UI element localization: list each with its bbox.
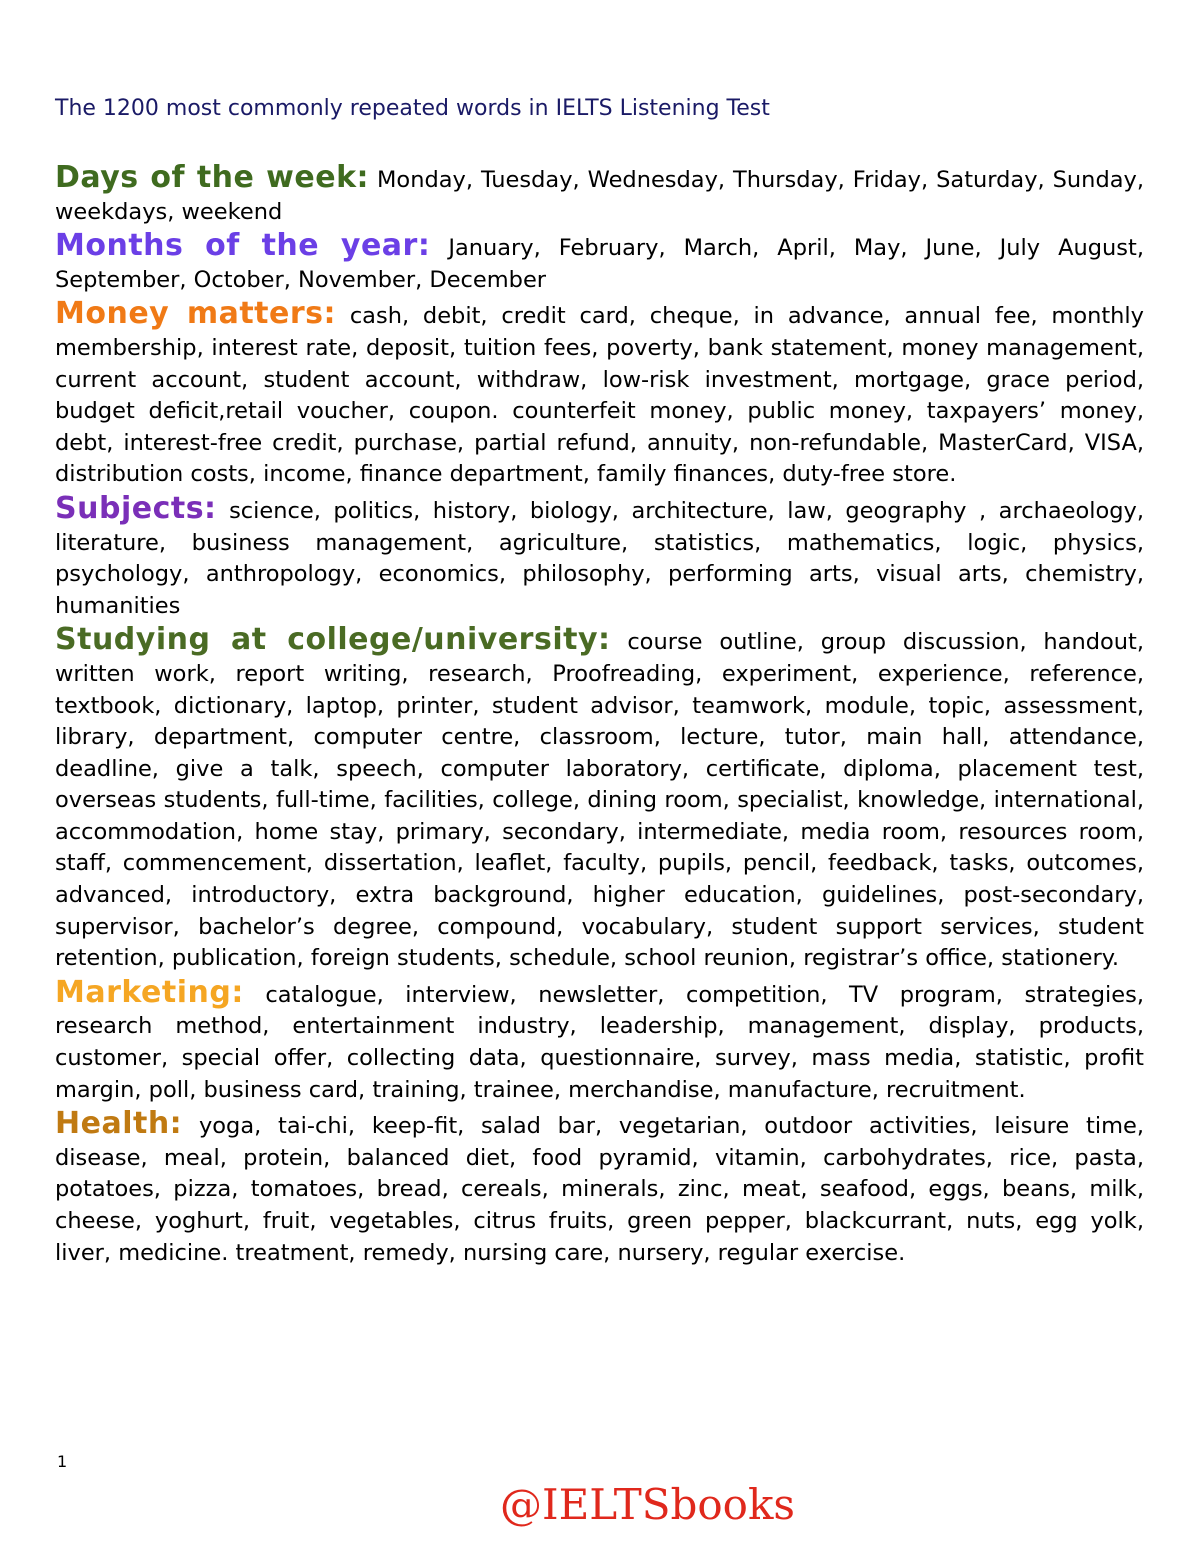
section-heading: Subjects: — [55, 490, 217, 526]
section-words: catalogue, interview, newsletter, competition, TV program, strategies, research method, entertainment industry, leadership, management, display, products, customer, special offer, collecting data, questionnaire, survey, mass media, statistic, profit margin, poll, business card, training, trainee, merchandise, manufacture, recruitment. — [55, 981, 1144, 1103]
section-marketing — [55, 974, 1144, 1106]
section-words: science, politics, history, biology, architecture, law, geography , archaeology, literature, business management, agriculture, statistics, mathematics, logic, physics, psychology, anthropology, economics, philosophy, performing arts, visual arts, chemistry, humanities — [55, 497, 1145, 619]
section-subjects — [55, 490, 1145, 622]
document-body — [55, 162, 1144, 1271]
section-heading: Health: — [55, 1106, 183, 1142]
section-studying — [55, 624, 1144, 975]
section-words: Monday, Tuesday, Wednesday, Thursday, Friday, Saturday, Sunday, weekdays, weekend — [55, 167, 1144, 225]
section-health — [55, 1108, 1144, 1269]
watermark-handle: @IELTSbooks — [500, 1480, 795, 1529]
section-heading: Marketing: — [55, 974, 244, 1010]
section-days-of-week — [55, 162, 1144, 228]
section-heading: Months of the year: — [55, 228, 431, 264]
section-words: cash, debit, credit card, cheque, in advance, annual fee, monthly membership, interest rate, deposit, tuition fees, poverty, bank statement, money management, current account, student account, withdraw, low-risk investment, mortgage, grace period, budget deficit,retail voucher, coupon. counterfeit money, public money, taxpayers’ money, debt, interest-free credit, purchase, partial refund, annuity, non-refundable, MasterCard, VISA, distribution costs, income, finance department, family finances, duty-free store. — [55, 303, 1144, 488]
page-number: 1 — [57, 1452, 68, 1471]
section-heading: Money matters: — [55, 296, 336, 332]
section-heading: Days of the week: — [55, 160, 370, 195]
section-words: course outline, group discussion, handout, written work, report writing, research, Proofreading, experiment, experience, reference, textbook, dictionary, laptop, printer, student advisor, teamwork, module, topic, assessment, library, department, computer centre, classroom, lecture, tutor, main hall, attendance, deadline, give a talk, speech, computer laboratory, certificate, diploma, placement test, overseas students, full-time, facilities, college, dining room, specialist, knowledge, international, accommodation, home stay, primary, secondary, intermediate, media room, resources room, staff, commencement, dissertation, leaflet, faculty, pupils, pencil, feedback, tasks, outcomes, advanced, introductory, extra background, higher education, guidelines, post-secondary, supervisor, bachelor’s degree, compound, vocabulary, student support services, student retention, publication, foreign students, schedule, school reunion, registrar’s office, stationery. — [55, 629, 1144, 972]
section-money-matters — [55, 298, 1144, 491]
section-words: January, February, March, April, May, June, July August, September, October, November, December — [55, 235, 1144, 293]
document-title: The 1200 most commonly repeated words in IELTS Listening Test — [55, 96, 770, 121]
section-months-of-year — [55, 230, 1144, 296]
section-words: yoga, tai-chi, keep-fit, salad bar, vegetarian, outdoor activities, leisure time, disease, meal, protein, balanced diet, food pyramid, vitamin, carbohydrates, rice, pasta, potatoes, pizza, tomatoes, bread, cereals, minerals, zinc, meat, seafood, eggs, beans, milk, cheese, yoghurt, fruit, vegetables, citrus fruits, green pepper, blackcurrant, nuts, egg yolk, liver, medicine. treatment, remedy, nursing care, nursery, regular exercise. — [55, 1113, 1144, 1266]
section-heading: Studying at college/university: — [55, 622, 611, 658]
